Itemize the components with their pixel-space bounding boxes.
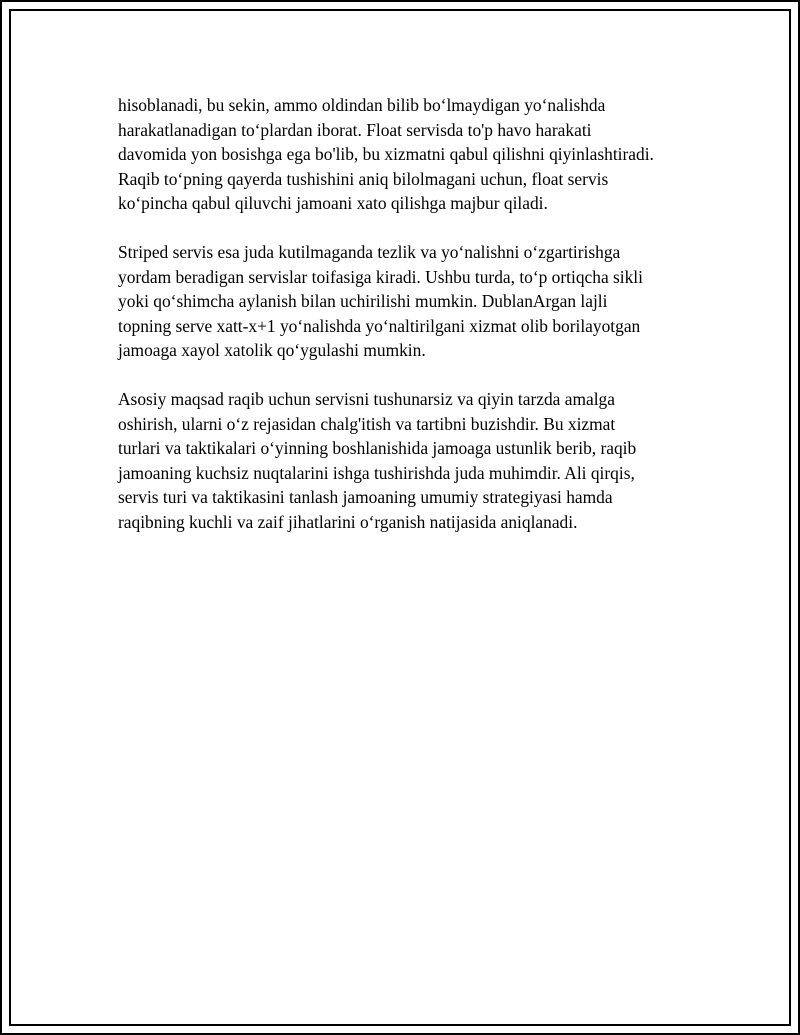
text-line: raqibning kuchli va zaif jihatlarini o‘rganish natijasida aniqlanadi. bbox=[118, 511, 578, 532]
paragraph-float-serve bbox=[118, 93, 718, 216]
text-line: Striped servis esa juda kutilmaganda tezlik va yo‘nalishni o‘zgartirishga bbox=[118, 242, 621, 262]
text-line: jamoaning kuchsiz nuqtalarini ishga tushirishda juda muhimdir. Ali qirqis, bbox=[118, 462, 635, 483]
text-line: Raqib to‘pning qayerda tushishini aniq bilolmagani uchun, float servis bbox=[118, 168, 609, 189]
text-line: turlari va taktikalari o‘yinning boshlanishida jamoaga ustunlik berib, raqib bbox=[118, 438, 637, 458]
paragraph-main-goal bbox=[118, 387, 718, 534]
text-line: servis turi va taktikasini tanlash jamoaning umumiy strategiyasi hamda bbox=[118, 487, 613, 507]
text-line: yordam beradigan servislar toifasiga kiradi. Ushbu turda, to‘p ortiqcha sikli bbox=[118, 266, 643, 287]
text-line: Asosiy maqsad raqib uchun servisni tushunarsiz va qiyin tarzda amalga bbox=[118, 389, 615, 409]
text-line: oshirish, ularni o‘z rejasidan chalg'itish va tartibni buzishdir. Bu xizmat bbox=[118, 413, 616, 434]
paragraph-striped-serve bbox=[118, 240, 718, 363]
text-line: davomida yon bosishga ega bo'lib, bu xizmatni qabul qilishni qiyinlashtiradi. bbox=[118, 144, 654, 164]
text-line: topning serve xatt-x+1 yo‘nalishda yo‘naltirilgani xizmat olib borilayotgan bbox=[118, 315, 641, 336]
text-line: yoki qo‘shimcha aylanish bilan uchirilishi mumkin. DublanArgan lajli bbox=[118, 291, 608, 311]
text-line: jamoaga xayol xatolik qo‘ygulashi mumkin. bbox=[118, 340, 426, 360]
text-line: ko‘pincha qabul qiluvchi jamoani xato qilishga majbur qiladi. bbox=[118, 193, 548, 213]
text-line: hisoblanadi, bu sekin, ammo oldindan bilib bo‘lmaydigan yo‘nalishda bbox=[118, 95, 606, 115]
document-body bbox=[118, 93, 718, 559]
text-line: harakatlanadigan to‘plardan iborat. Float servisda to'p havo harakati bbox=[118, 119, 592, 140]
